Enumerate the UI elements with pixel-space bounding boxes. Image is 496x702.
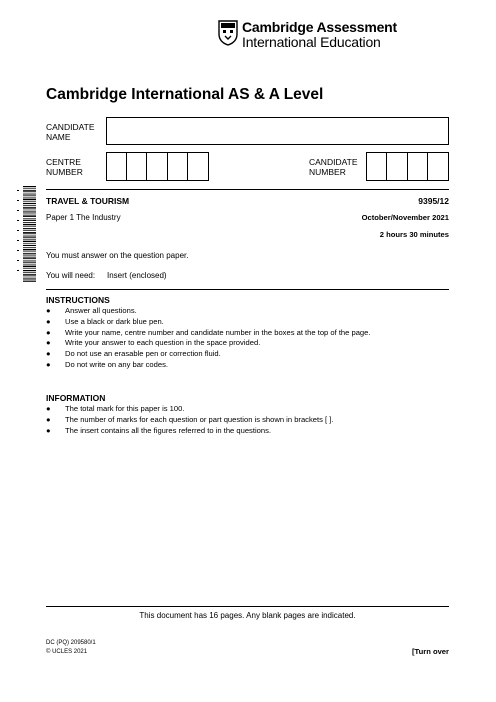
centre-number-label [46, 157, 83, 177]
bullet-dot-icon: ● [46, 425, 51, 435]
candidate-name-field[interactable] [106, 117, 449, 145]
subject-title: TRAVEL & TOURISM [46, 196, 130, 206]
centre-number-cell[interactable] [147, 153, 167, 180]
divider [46, 289, 449, 290]
instruction-item: ● Write your answer to each question in the space provided. [46, 338, 261, 348]
candidate-number-label [309, 157, 358, 177]
barcode-icon [13, 186, 37, 282]
candidate-number-label-line2: NUMBER [309, 167, 346, 177]
exam-duration: 2 hours 30 minutes [379, 230, 449, 239]
turn-over: [Turn over [412, 647, 449, 656]
information-item: ● The total mark for this paper is 100. [46, 404, 185, 413]
centre-number-cell[interactable] [107, 153, 127, 180]
candidate-number-cell[interactable] [387, 153, 407, 180]
page-title: Cambridge International AS & A Level [46, 86, 324, 103]
bullet-dot-icon: ● [46, 349, 51, 359]
information-heading: INFORMATION [46, 393, 106, 403]
instruction-item: ● Do not write on any bar codes. [46, 359, 168, 369]
instruction-item: ● Write your name, centre number and candidate number in the boxes at the top of the page. [46, 327, 371, 337]
information-item: ● The insert contains all the figures referred to in the questions. [46, 425, 271, 435]
instruction-item: ● Use a black or dark blue pen. [46, 316, 164, 326]
centre-number-cell[interactable] [168, 153, 188, 180]
copyright: © UCLES 2021 [46, 649, 88, 655]
bullet-dot-icon: ● [46, 414, 51, 424]
answer-note: You must answer on the question paper. [46, 251, 189, 260]
footer-divider [46, 606, 449, 607]
cambridge-logo [218, 20, 397, 48]
candidate-number-cell[interactable] [408, 153, 428, 180]
bullet-dot-icon: ● [46, 327, 51, 337]
bullet-dot-icon: ● [46, 316, 51, 326]
divider [46, 189, 449, 190]
bullet-dot-icon: ● [46, 338, 51, 348]
logo-line-2: International Education [242, 34, 381, 50]
centre-number-label-line2: NUMBER [46, 167, 83, 177]
cambridge-shield-icon [218, 20, 238, 46]
need-value: Insert (enclosed) [107, 271, 167, 280]
logo-line-1: Cambridge Assessment [242, 19, 397, 35]
information-item: ● The number of marks for each question or part question is shown in brackets [ ]. [46, 414, 334, 424]
candidate-name-label-line1: CANDIDATE [46, 122, 95, 132]
bullet-dot-icon: ● [46, 306, 51, 315]
candidate-number-cell[interactable] [367, 153, 387, 180]
candidate-number-cell[interactable] [428, 153, 448, 180]
information-list [46, 404, 449, 436]
paper-name: Paper 1 The Industry [46, 213, 121, 222]
document-ref: DC (PQ) 209580/1 [46, 640, 96, 646]
instruction-item: ● Do not use an erasable pen or correction fluid. [46, 349, 221, 359]
candidate-number-field[interactable] [366, 152, 449, 181]
centre-number-cell[interactable] [127, 153, 147, 180]
instructions-list [46, 306, 449, 371]
need-label: You will need: [46, 271, 96, 280]
candidate-name-label [46, 122, 95, 142]
candidate-number-label-line1: CANDIDATE [309, 157, 358, 167]
pages-note: This document has 16 pages. Any blank pages are indicated. [139, 611, 356, 620]
bullet-dot-icon: ● [46, 359, 51, 369]
paper-code: 9395/12 [418, 196, 449, 206]
candidate-name-label-line2: NAME [46, 132, 71, 142]
centre-number-cell[interactable] [188, 153, 208, 180]
centre-number-label-line1: CENTRE [46, 157, 81, 167]
bullet-dot-icon: ● [46, 404, 51, 413]
instruction-item: ● Answer all questions. [46, 306, 137, 315]
exam-session: October/November 2021 [361, 213, 449, 222]
instructions-heading: INSTRUCTIONS [46, 295, 110, 305]
centre-number-field[interactable] [106, 152, 209, 181]
